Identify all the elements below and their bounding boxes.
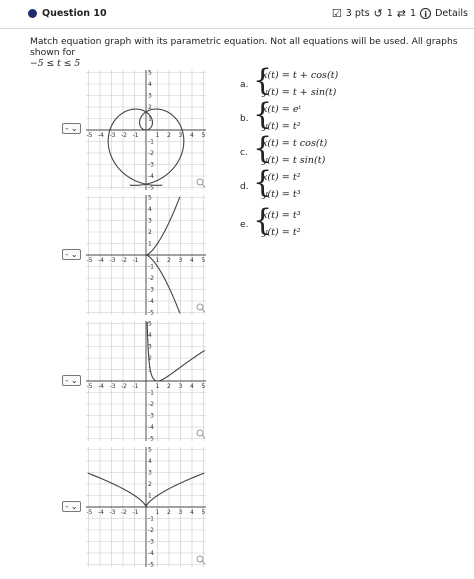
y-tick-label: -4	[148, 298, 154, 305]
x-tick-label: 4	[190, 383, 194, 390]
y-tick-label: -4	[148, 173, 154, 180]
question-meta	[332, 7, 468, 20]
graph-3-answer-select[interactable]: - ⌄	[62, 375, 81, 386]
x-tick-label: -1	[132, 509, 139, 516]
y-tick-label: -1	[148, 138, 154, 146]
graph-4-select-value: -	[65, 502, 69, 511]
y-tick-label: -5	[148, 561, 154, 569]
y-tick-label: -2	[148, 527, 154, 534]
retry-icon[interactable]: ↺	[373, 7, 383, 20]
x-tick-label: -4	[98, 509, 104, 516]
equation-label: c.	[240, 148, 248, 158]
retry-count: 1	[386, 8, 393, 19]
x-tick-label: -5	[86, 509, 93, 516]
x-tick-label: 5	[201, 383, 206, 390]
x-tick-label: -2	[121, 132, 127, 139]
graph-2-answer-select[interactable]: - ⌄	[62, 249, 81, 260]
x-tick-label: -2	[121, 509, 127, 516]
graph-1	[84, 68, 208, 192]
y-tick-label: 5	[148, 446, 152, 454]
equation-label: d.	[240, 182, 249, 192]
x-tick-label: -3	[109, 383, 116, 390]
x-tick-label: -3	[109, 257, 116, 264]
y-tick-label: -3	[148, 538, 154, 546]
instructions	[30, 36, 460, 69]
x-tick-label: -4	[98, 132, 104, 139]
equation-label: e.	[240, 220, 249, 230]
graph-3-plot	[84, 319, 208, 443]
x-tick-label: -3	[109, 132, 116, 139]
x-tick-label: 1	[155, 257, 160, 264]
question-header	[0, 0, 474, 29]
checkbox-icon: ☑	[331, 7, 342, 20]
x-tick-label: 3	[178, 257, 183, 264]
x-tick-label: 1	[155, 132, 160, 139]
x-tick-label: 4	[190, 509, 194, 516]
y-tick-label: -2	[148, 150, 154, 157]
y-tick-label: -2	[148, 275, 154, 282]
graph-2-plot	[84, 193, 208, 317]
brace-icon: {	[253, 165, 273, 200]
equation-x: x(t) = t²	[262, 172, 301, 183]
graph-4-answer-select[interactable]: - ⌄	[62, 501, 81, 512]
equation-label: b.	[240, 114, 249, 124]
graph-1-select-value: -	[65, 124, 69, 133]
x-tick-label: 5	[201, 509, 206, 516]
x-tick-label: 2	[167, 257, 171, 264]
y-tick-label: -5	[148, 435, 154, 443]
equation-y: y(t) = t²	[262, 121, 301, 132]
y-tick-label: 5	[148, 320, 152, 328]
x-tick-label: 2	[167, 132, 171, 139]
x-tick-label: -2	[121, 383, 127, 390]
y-tick-label: -4	[148, 550, 154, 557]
y-tick-label: -2	[148, 401, 154, 408]
redo-icon[interactable]: ⇄	[396, 7, 407, 20]
equation-y: y(t) = t + sin(t)	[262, 87, 337, 98]
brace-icon: {	[253, 203, 273, 238]
x-tick-label: 1	[155, 509, 160, 516]
x-tick-label: 2	[167, 383, 171, 390]
y-tick-label: 4	[148, 458, 152, 465]
y-tick-label: -4	[148, 424, 154, 431]
redo-count: 1	[410, 8, 417, 19]
x-tick-label: -2	[121, 257, 127, 264]
y-tick-label: 3	[148, 217, 152, 225]
graph-1-plot	[84, 68, 208, 192]
graph-2	[84, 193, 208, 317]
equation-x: x(t) = t cos(t)	[262, 138, 328, 149]
y-tick-label: 1	[148, 366, 152, 374]
y-tick-label: 2	[148, 355, 152, 362]
x-tick-label: -1	[132, 383, 139, 390]
equation-x: x(t) = t + cos(t)	[262, 70, 339, 81]
x-tick-label: 3	[178, 509, 183, 516]
x-tick-label: 5	[201, 257, 206, 264]
y-tick-label: 5	[148, 194, 152, 202]
graph-3-select-value: -	[65, 376, 69, 385]
y-tick-label: 3	[148, 343, 152, 351]
brace-icon: {	[253, 131, 273, 166]
y-tick-label: 2	[148, 229, 152, 236]
x-tick-label: 4	[190, 132, 194, 139]
y-tick-label: -5	[148, 309, 154, 317]
details-link[interactable]: Details	[435, 8, 468, 19]
equation-x: x(t) = eᵗ	[262, 104, 301, 115]
y-tick-label: -1	[148, 515, 154, 523]
x-tick-label: -5	[86, 257, 93, 264]
instructions-text: Match equation graph with its parametric equation. Not all equations will be used. All graphs shown for	[30, 36, 458, 58]
y-tick-label: -3	[148, 412, 154, 420]
instructions-range: −5 ≤ t ≤ 5	[30, 58, 81, 69]
x-tick-label: -5	[86, 132, 93, 139]
parametric-curve	[147, 322, 205, 381]
y-tick-label: 1	[148, 492, 152, 500]
equation-y: y(t) = t²	[262, 227, 301, 238]
equation-label: a.	[240, 80, 249, 90]
x-tick-label: 5	[201, 132, 206, 139]
x-tick-label: 4	[190, 257, 194, 264]
y-tick-label: -1	[148, 263, 154, 271]
y-tick-label: 4	[148, 332, 152, 339]
y-tick-label: 4	[148, 81, 152, 88]
y-tick-label: 4	[148, 206, 152, 213]
y-tick-label: -1	[148, 389, 154, 397]
y-tick-label: -3	[148, 286, 154, 294]
points-label: 3 pts	[345, 8, 370, 19]
question-title: Question 10	[42, 8, 107, 19]
x-tick-label: -4	[98, 383, 104, 390]
x-tick-label: 1	[155, 383, 160, 390]
equation-x: x(t) = t³	[262, 210, 301, 221]
y-tick-label: 2	[148, 104, 152, 111]
graph-4	[84, 445, 208, 569]
equation-y: y(t) = t³	[262, 189, 301, 200]
y-tick-label: 3	[148, 469, 152, 477]
info-icon[interactable]: i	[420, 8, 431, 19]
x-tick-label: 3	[178, 132, 183, 139]
brace-icon: {	[253, 63, 273, 98]
y-tick-label: 3	[148, 92, 152, 100]
x-tick-label: -1	[132, 132, 139, 139]
graph-4-plot	[84, 445, 208, 569]
x-tick-label: 3	[178, 383, 183, 390]
brace-icon: {	[253, 97, 273, 132]
equation-y: y(t) = t sin(t)	[262, 155, 326, 166]
y-tick-label: -5	[148, 184, 154, 192]
graph-2-select-value: -	[65, 250, 69, 259]
graph-1-answer-select[interactable]: - ⌄	[62, 123, 81, 134]
x-tick-label: -5	[86, 383, 93, 390]
y-tick-label: 2	[148, 481, 152, 488]
y-tick-label: 1	[148, 240, 152, 248]
graph-3	[84, 319, 208, 443]
x-tick-label: -4	[98, 257, 104, 264]
y-tick-label: 1	[148, 115, 152, 123]
x-tick-label: -1	[132, 257, 139, 264]
x-tick-label: -3	[109, 509, 116, 516]
x-tick-label: 2	[167, 509, 171, 516]
y-tick-label: -3	[148, 161, 154, 169]
question-bullet-icon	[28, 9, 37, 18]
y-tick-label: 5	[148, 69, 152, 77]
